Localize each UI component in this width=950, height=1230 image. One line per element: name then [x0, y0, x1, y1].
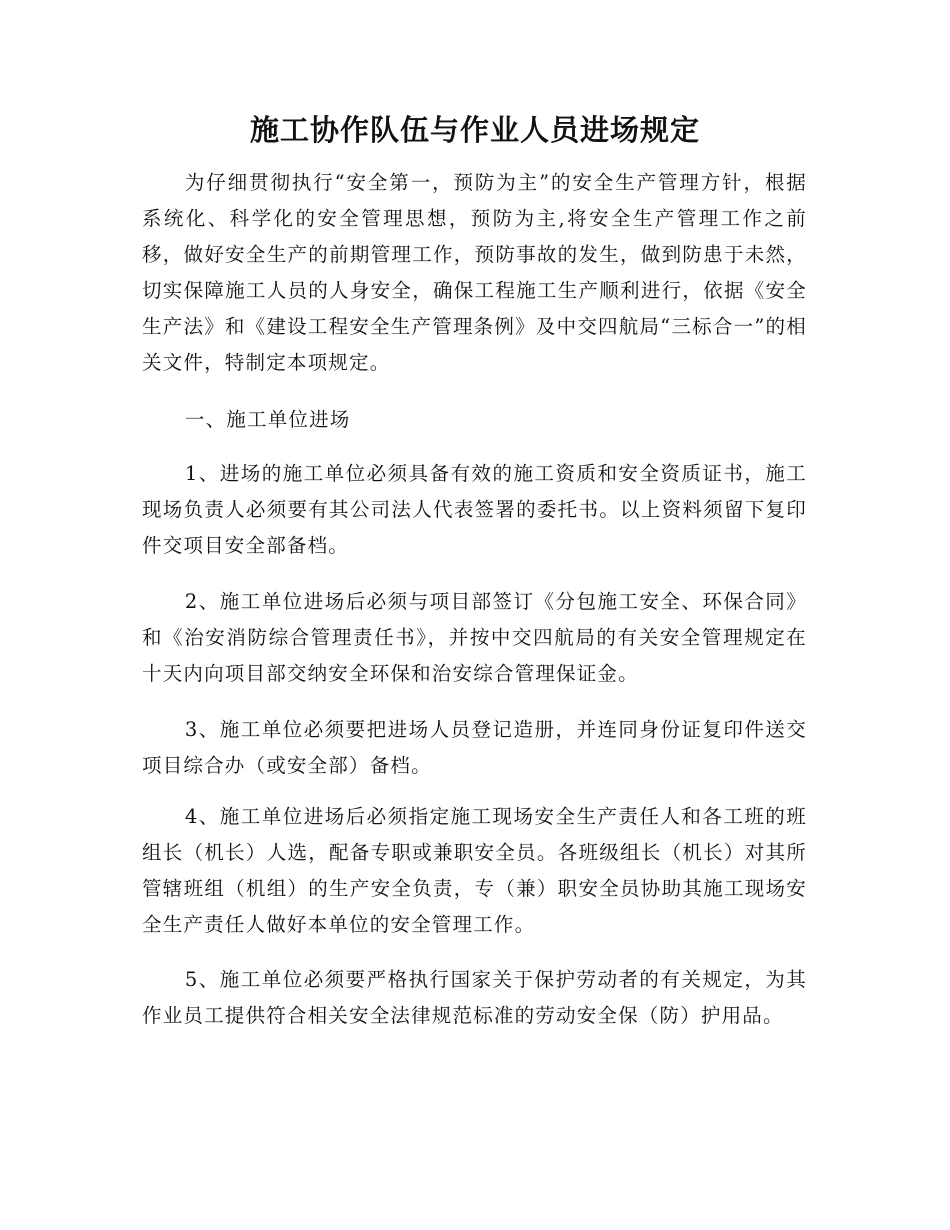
clause-4-paragraph: 4、施工单位进场后必须指定施工现场安全生产责任人和各工班的班组长（机长）人选，配备专职或兼职安全员。各班级组长（机长）对其所管辖班组（机组）的生产安全负责，专（兼）职安全员协助其施工现场安全生产责任人做好本单位的安全管理工作。 — [142, 805, 807, 936]
clause-2-paragraph: 2、施工单位进场后必须与项目部签订《分包施工安全、环保合同》和《治安消防综合管理责任书》，并按中交四航局的有关安全管理规定在十天内向项目部交纳安全环保和治安综合管理保证金。 — [142, 590, 807, 685]
clause-1-paragraph: 1、进场的施工单位必须具备有效的施工资质和安全资质证书，施工现场负责人必须要有其公司法人代表签署的委托书。以上资料须留下复印件交项目安全部备档。 — [142, 462, 807, 557]
intro-paragraph: 为仔细贯彻执行“安全第一，预防为主”的安全生产管理方针，根据系统化、科学化的安全管理思想，预防为主,将安全生产管理工作之前移，做好安全生产的前期管理工作，预防事故的发生，做到防患于未然，切实保障施工人员的人身安全，确保工程施工生产顺利进行，依据《安全生产法》和《建设工程安全生产管理条例》及中交四航局“三标合一”的相关文件，特制定本项规定。 — [142, 171, 807, 374]
section-heading-construction-unit-entry: 一、施工单位进场 — [184, 408, 351, 431]
document-title: 施工协作队伍与作业人员进场规定 — [249, 113, 700, 147]
clause-5-paragraph: 5、施工单位必须要严格执行国家关于保护劳动者的有关规定，为其作业员工提供符合相关安全法律规范标准的劳动安全保（防）护用品。 — [142, 968, 807, 1027]
clause-3-paragraph: 3、施工单位必须要把进场人员登记造册，并连同身份证复印件送交项目综合办（或安全部）备档。 — [142, 718, 807, 777]
